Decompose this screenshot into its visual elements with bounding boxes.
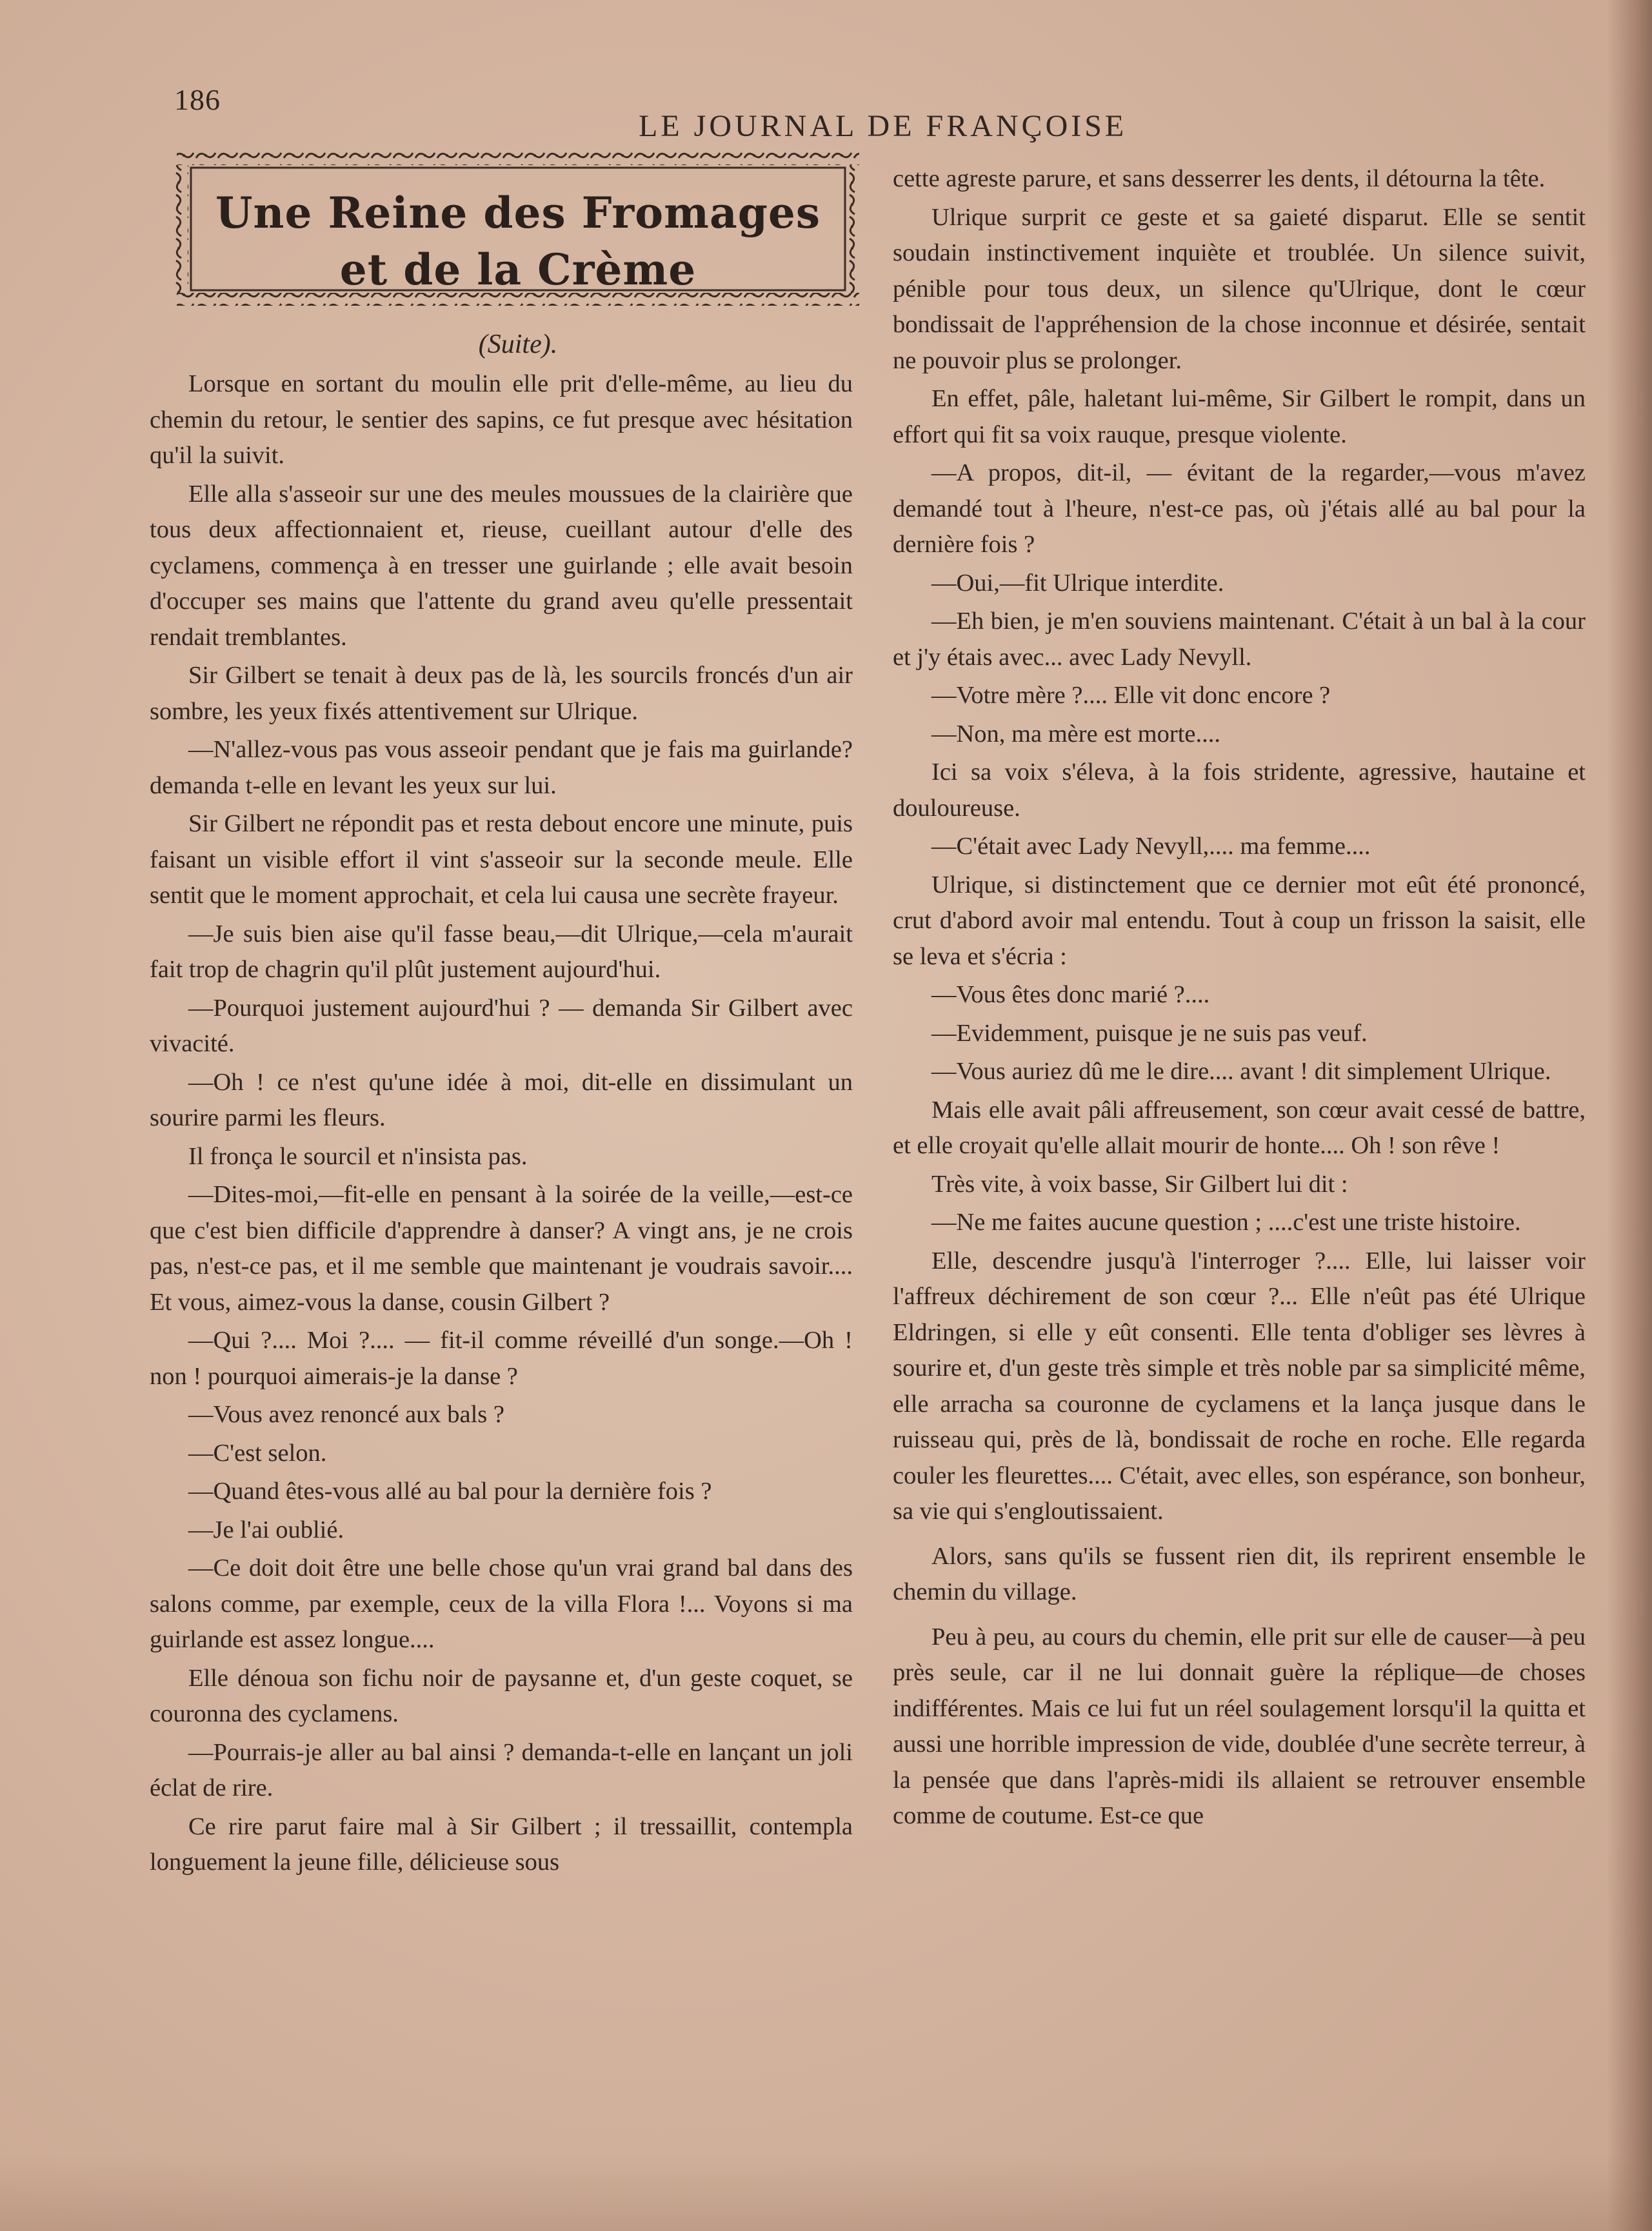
paragraph: —Vous êtes donc marié ?.... xyxy=(931,981,1210,1008)
page-bottom-shade xyxy=(0,2154,1652,2231)
paragraph: —Je suis bien aise qu'il fasse beau,—dit Ulrique,—cela m'aurait fait trop de chagrin qu'il plût justement aujourd'hui. xyxy=(150,920,853,983)
right-text-column xyxy=(893,161,1586,1837)
article-title-line-2: et de la Crème xyxy=(339,244,697,295)
paragraph: En effet, pâle, haletant lui-même, Sir Gilbert le rompit, dans un effort qui fit sa voix rauque, presque violente. xyxy=(893,385,1586,448)
paragraph: —Oh ! ce n'est qu'une idée à moi, dit-elle en dissimulant un sourire parmi les fleurs. xyxy=(150,1068,853,1131)
running-head: LE JOURNAL DE FRANÇOISE xyxy=(639,109,1128,143)
article-title xyxy=(173,184,863,298)
paragraph-continued: cette agreste parure, et sans desserrer les dents, il détourna la tête. xyxy=(893,165,1546,192)
paragraph: Très vite, à voix basse, Sir Gilbert lui dit : xyxy=(931,1170,1348,1198)
paragraph: Elle alla s'asseoir sur une des meules moussues de la clairière que tous deux affectionnaient et, rieuse, cueillant autour d'elle des cyclamens, commença à en tresser une guirlande ; elle avait besoin d'occuper ses mains que l'attente du grand aveu qu'elle pressentait rendait tremblantes. xyxy=(150,480,853,651)
paragraph: —Evidemment, puisque je ne suis pas veuf. xyxy=(931,1019,1368,1047)
paragraph: Ici sa voix s'éleva, à la fois stridente, agressive, hautaine et douloureuse. xyxy=(893,759,1586,822)
paragraph: —Ce doit doit être une belle chose qu'un vrai grand bal dans des salons comme, par exemple, ceux de la villa Flora !... Voyons si ma guirlande est assez longue.... xyxy=(150,1554,853,1653)
paragraph: Sir Gilbert ne répondit pas et resta debout encore une minute, puis faisant un visible effort il vint s'asseoir sur la seconde meule. Elle sentit que le moment approchait, et cela lui causa une secrète frayeur. xyxy=(150,810,853,909)
paragraph: —Non, ma mère est morte.... xyxy=(931,720,1220,748)
paragraph: —Vous auriez dû me le dire.... avant ! dit simplement Ulrique. xyxy=(931,1058,1551,1085)
left-text-column xyxy=(150,366,853,1883)
paragraph: Ulrique surprit ce geste et sa gaieté disparut. Elle se sentit soudain instinctivement inquiète et troublée. Un silence suivit, pénible pour tous deux, un silence qu'Ulrique, dont le cœur bondissait de l'appréhension de la chose inconnue et désirée, sentait ne pouvoir plus se prolonger. xyxy=(893,203,1586,374)
paragraph: Lorsque en sortant du moulin elle prit d'elle-même, au lieu du chemin du retour, le sentier des sapins, ce fut presque avec hésitation qu'il la suivit. xyxy=(150,370,853,469)
page-gutter-shadow xyxy=(1607,0,1652,2231)
paragraph: —Pourquoi justement aujourd'hui ? — demanda Sir Gilbert avec vivacité. xyxy=(150,994,853,1057)
paragraph: Il fronça le sourcil et n'insista pas. xyxy=(188,1142,528,1170)
paragraph: —C'était avec Lady Nevyll,.... ma femme.... xyxy=(931,833,1371,860)
paragraph: Peu à peu, au cours du chemin, elle prit sur elle de causer—à peu près seule, car il ne lui donnait guère la réplique—de choses indifférentes. Mais ce lui fut un réel soulagement lorsqu'il la quitta et aussi une horrible impression de vide, doublée d'une secrète terreur, à la pensée que dans l'après-midi ils allaient se retrouver ensemble comme de coutume. Est-ce que xyxy=(893,1623,1586,1829)
paragraph: —A propos, dit-il, — évitant de la regarder,—vous m'avez demandé tout à l'heure, n'est-ce pas, où j'étais allé au bal pour la dernière fois ? xyxy=(893,459,1586,558)
paragraph: —Oui,—fit Ulrique interdite. xyxy=(931,569,1224,597)
paragraph: Ce rire parut faire mal à Sir Gilbert ; il tressaillit, contempla longuement la jeune fille, délicieuse sous xyxy=(150,1812,853,1876)
paragraph: —Quand êtes-vous allé au bal pour la dernière fois ? xyxy=(188,1478,712,1505)
paragraph: —Je l'ai oublié. xyxy=(188,1516,344,1543)
paragraph: Sir Gilbert se tenait à deux pas de là, les sourcils froncés d'un air sombre, les yeux fixés attentivement sur Ulrique. xyxy=(150,662,853,725)
paragraph: Ulrique, si distinctement que ce dernier mot eût été prononcé, crut d'abord avoir mal entendu. Tout à coup un frisson la saisit, elle se leva et s'écria : xyxy=(893,871,1586,970)
article-subtitle: (Suite). xyxy=(478,330,558,359)
page-number: 186 xyxy=(174,83,221,116)
paragraph: —Eh bien, je m'en souviens maintenant. C'était à un bal à la cour et j'y étais avec... avec Lady Nevyll. xyxy=(893,608,1586,671)
title-ornamental-frame xyxy=(173,150,863,310)
paragraph: Alors, sans qu'ils se fussent rien dit, ils reprirent ensemble le chemin du village. xyxy=(893,1542,1586,1605)
paragraph: —Qui ?.... Moi ?.... — fit-il comme réveillé d'un songe.—Oh ! non ! pourquoi aimerais-je la danse ? xyxy=(150,1327,853,1390)
paragraph: Mais elle avait pâli affreusement, son cœur avait cessé de battre, et elle croyait qu'elle allait mourir de honte.... Oh ! son rêve ! xyxy=(893,1096,1586,1159)
paragraph: —Pourrais-je aller au bal ainsi ? demanda-t-elle en lançant un joli éclat de rire. xyxy=(150,1738,853,1801)
paragraph: Elle dénoua son fichu noir de paysanne et, d'un geste coquet, se couronna des cyclamens. xyxy=(150,1664,853,1727)
article-title-line-1: Une Reine des Fromages xyxy=(215,188,821,238)
paragraph: —Dites-moi,—fit-elle en pensant à la soirée de la veille,—est-ce que c'est bien difficile d'apprendre à danser? A vingt ans, je ne crois pas, n'est-ce pas, et il me semble que maintenant je voudrais savoir.... Et vous, aimez-vous la danse, cousin Gilbert ? xyxy=(150,1181,853,1316)
paragraph: —Vous avez renoncé aux bals ? xyxy=(188,1401,504,1428)
paragraph: Elle, descendre jusqu'à l'interroger ?.... Elle, lui laisser voir l'affreux déchirement de son cœur ?... Elle n'eût pas été Ulrique Eldringen, si elle y eût consenti. Elle tenta d'obliger ses lèvres à sourire et, d'un geste très simple et très noble par sa simplicité même, elle arracha sa couronne de cyclamens et la lança jusque dans le ruisseau qui, près de là, bondissait de roche en roche. Elle regarda couler les fleurettes.... C'était, avec elles, son espérance, son bonheur, sa vie qui s'engloutissaient. xyxy=(893,1247,1586,1525)
paragraph: —N'allez-vous pas vous asseoir pendant que je fais ma guirlande? demanda t-elle en levant les yeux sur lui. xyxy=(150,736,853,799)
paragraph: —Ne me faites aucune question ; ....c'est une triste histoire. xyxy=(931,1209,1521,1236)
paragraph: —Votre mère ?.... Elle vit donc encore ? xyxy=(931,682,1331,709)
paragraph: —C'est selon. xyxy=(188,1439,327,1467)
